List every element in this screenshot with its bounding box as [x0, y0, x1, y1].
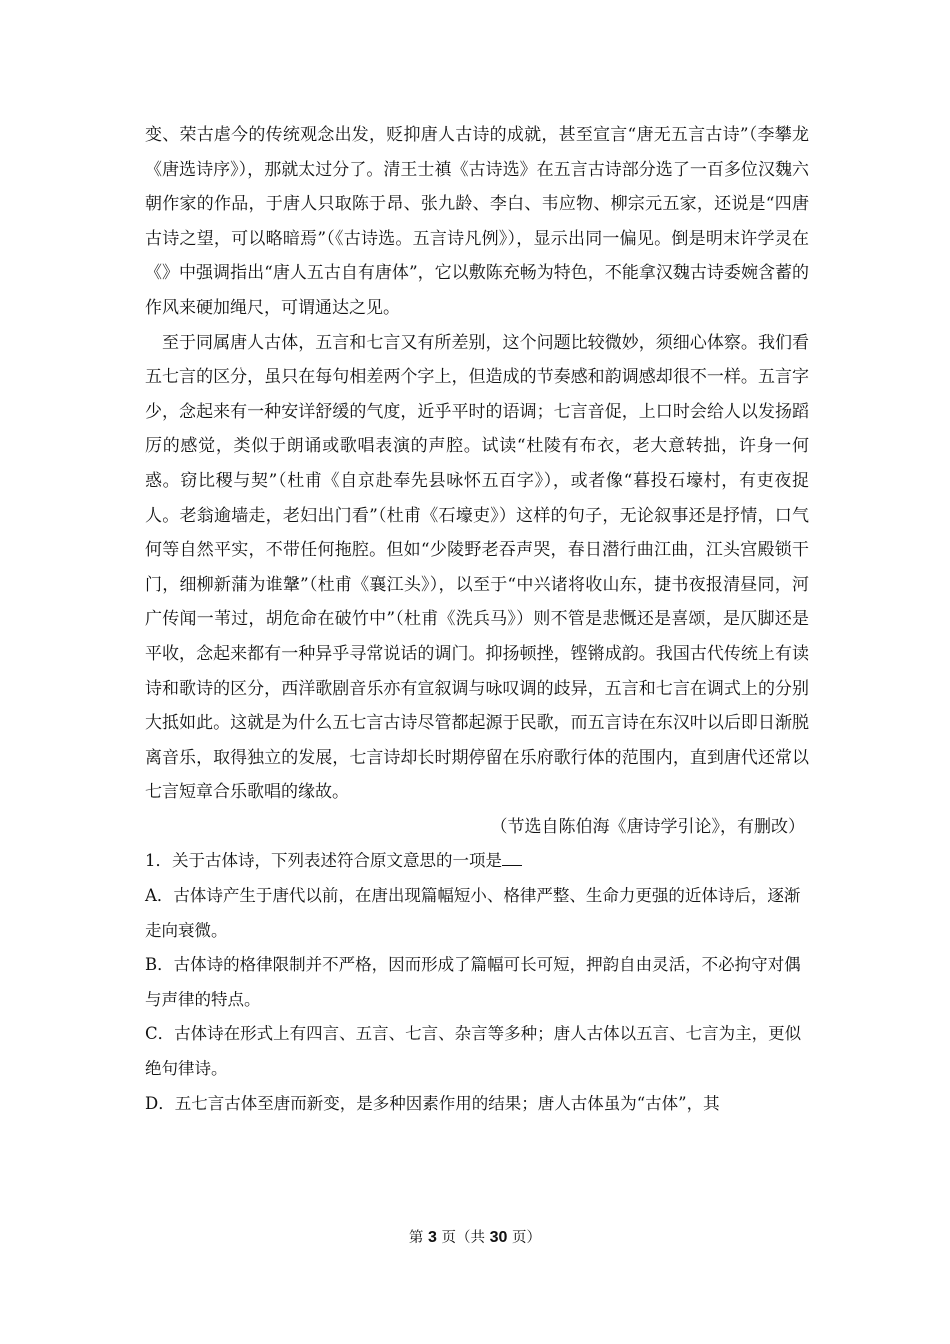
question-stem-text: 1．关于古体诗，下列表述符合原文意思的一项是: [145, 851, 502, 871]
paragraph-2: 至于同属唐人古体，五言和七言又有所差别，这个问题比较微妙，须细心体察。我们看五七言的区分，虽只在每句相差两个字上，但造成的节奏感和韵调感却很不一样。五言字少，念起来有一种安详舒缓的气度，近乎平时的语调；七言音促，上口时会给人以发扬蹈厉的感觉，类似于朗诵或歌唱表演的声腔。试读“杜陵有布衣，老大意转拙，许身一何惑。窃比稷与契”（杜甫《自京赴奉先县咏怀五百字》），或者像“暮投石壕村，有吏夜捉人。老翁逾墙走，老妇出门看”（杜甫《石壕吏》）这样的句子，无论叙事还是抒情，口气何等自然平实，不带任何拖腔。但如“少陵野老吞声哭，春日潜行曲江曲，江头宫殿锁干门，细柳新蒲为谁鞶”（杜甫《襄江头》），以至于“中兴诸将收山东，捷书夜报清昼同，河广传闻一苇过，胡危命在破竹中”（杜甫《洗兵马》）则不管是悲慨还是喜颂，是仄脚还是平收，念起来都有一种异乎寻常说话的调门。抑扬顿挫，铿锵成韵。我国古代传统上有读诗和歌诗的区分，西洋歌剧音乐亦有宣叙调与咏叹调的歧异，五言和七言在调式上的分别大抵如此。这就是为什么五七言古诗尽管都起源于民歌，而五言诗在东汉叶以后即日渐脱离音乐，取得独立的发展，七言诗却长时期停留在乐府歌行体的范围内，直到唐代还常以七言短章合乐歌唱的缘故。: [145, 332, 809, 803]
source-citation: （节选自陈伯海《唐诗学引论》，有删改）: [490, 816, 805, 837]
footer-prefix: 第: [408, 1230, 429, 1246]
question-1: [145, 844, 809, 1121]
option-c: C．古体诗在形式上有四言、五言、七言、杂言等多种；唐人古体以五言、七言为主，更似绝句律诗。: [145, 1024, 802, 1079]
footer-middle: 页（共: [436, 1230, 490, 1246]
option-b: B．古体诗的格律限制并不严格，因而形成了篇幅可长可短，押韵自由灵活，不必拘守对偶与声律的特点。: [145, 955, 801, 1009]
answer-blank: [502, 849, 522, 866]
question-stem: [145, 844, 809, 879]
option-a: A．古体诗产生于唐代以前，在唐出现篇幅短小、格律严整、生命力更强的近体诗后，逐渐走向衰微。: [145, 886, 801, 940]
document-body: [145, 118, 809, 1121]
total-pages-number: 30: [489, 1229, 508, 1246]
page-footer: [0, 1226, 950, 1247]
option-d: D．五七言古体至唐而新变，是多种因素作用的结果；唐人古体虽为“古体”，其: [145, 1093, 720, 1113]
footer-suffix: 页）: [507, 1230, 542, 1246]
current-page-number: 3: [428, 1229, 437, 1246]
paragraph-1: 变、荣古虐今的传统观念出发，贬抑唐人古诗的成就，甚至宣言“唐无五言古诗”（李攀龙《唐选诗序》），那就太过分了。清王士禛《古诗选》在五言古诗部分选了一百多位汉魏六朝作家的作品，于唐人只取陈于昂、张九龄、李白、韦应物、柳宗元五家，还说是“四唐古诗之望，可以略暗焉”（《古诗选。五言诗凡例》），显示出同一偏见。倒是明末许学灵在《》中强调指出“唐人五古自有唐体”，它以敷陈充畅为特色，不能拿汉魏古诗委婉含蓄的作风来硬加绳尺，可谓通达之见。: [145, 125, 809, 318]
